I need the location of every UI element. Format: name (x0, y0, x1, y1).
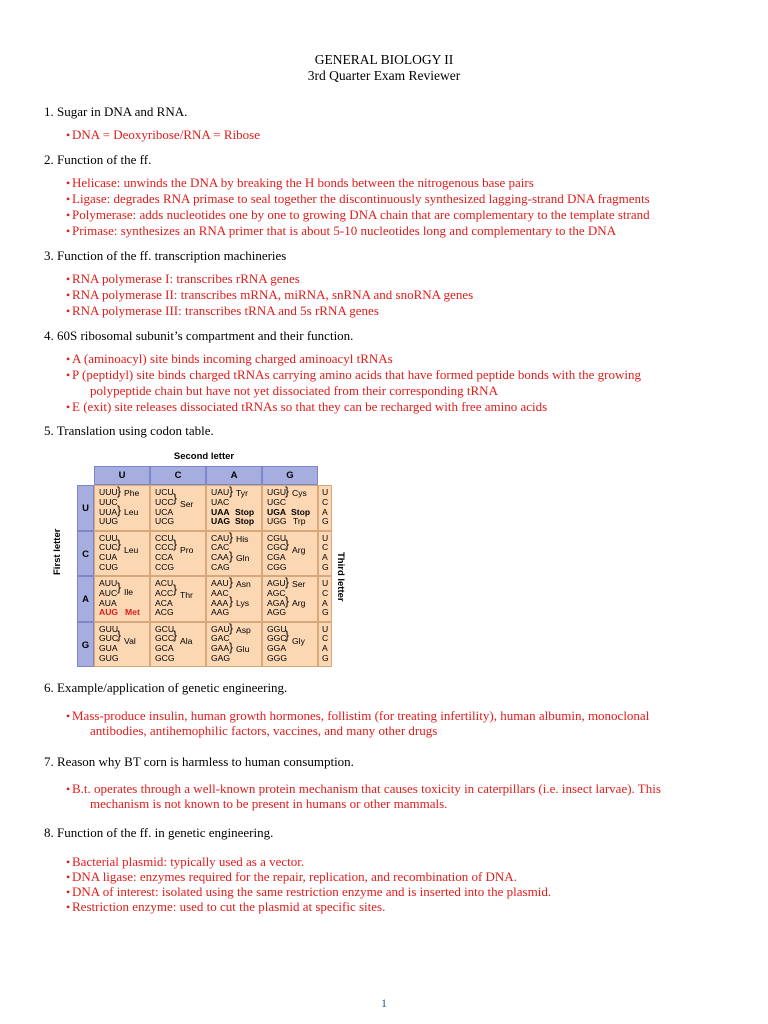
amino-acid: Val (124, 635, 136, 646)
brace-icon: } (229, 594, 234, 608)
codon: CUU (99, 532, 118, 543)
codon-cell (262, 531, 318, 577)
question-7: 7. Reason why BT corn is harmless to human consumption. (44, 754, 354, 769)
brace-icon: } (229, 484, 234, 498)
codon: AAC (211, 587, 229, 598)
codon: UAA (211, 506, 230, 517)
third-letter-column (318, 531, 332, 577)
amino-acid: Arg (292, 598, 306, 608)
codon: CGA (267, 552, 286, 563)
amino-acid: Ala (180, 635, 193, 646)
brace-icon: } (285, 536, 290, 551)
amino-acid-stop: Stop (291, 506, 311, 517)
bullet-icon: • (66, 870, 71, 884)
codon: AGC (267, 587, 286, 598)
second-letter-label: Second letter (173, 451, 235, 462)
bullet-icon: • (66, 352, 71, 366)
codon: UCG (155, 516, 175, 527)
second-letter-header-c: C (150, 466, 206, 485)
third-letter-column (318, 485, 332, 531)
answer-7-1-cont: mechanism is not known to be present in humans or other mammals. (90, 796, 448, 811)
codon: UGC (267, 496, 287, 507)
answer-7-1: B.t. operates through a well-known protein mechanism that causes toxicity in caterpillars (i.e. insect larvae). This (72, 781, 661, 796)
brace-icon: } (173, 582, 178, 596)
codon: GUG (99, 652, 119, 663)
amino-acid: Ile (124, 587, 134, 597)
bullet-icon: • (66, 709, 71, 723)
third-letter-column (318, 622, 332, 668)
codon: CGG (267, 561, 287, 572)
first-letter-header-a: A (77, 576, 94, 622)
amino-acid: Cys (292, 488, 307, 498)
codon-cell (150, 531, 206, 577)
bullet-icon: • (66, 900, 71, 914)
answer-2-4: Primase: synthesizes an RNA primer that is about 5-10 nucleotides long and complementary to the DNA (72, 223, 617, 238)
codon: CAA (211, 552, 229, 563)
answer-8-4: Restriction enzyme: used to cut the plasmid at specific sites. (72, 899, 386, 914)
amino-acid: Leu (124, 507, 139, 517)
codon-cell (262, 622, 318, 668)
third-letter: C (322, 542, 329, 553)
codon-cell (150, 485, 206, 531)
bullet-icon: • (66, 192, 71, 206)
amino-acid-met: Met (125, 607, 140, 618)
answer-8-2: DNA ligase: enzymes required for the repair, replication, and recombination of DNA. (72, 869, 517, 884)
codon: GCG (155, 652, 175, 663)
codon-cell (94, 576, 150, 622)
third-letter: A (322, 643, 328, 654)
brace-icon: } (117, 484, 122, 498)
answer-1-1: DNA = Deoxyribose/RNA = Ribose (72, 127, 260, 142)
amino-acid: Ser (180, 499, 194, 509)
bullet-icon: • (66, 208, 71, 222)
second-letter-header-u: U (94, 466, 150, 485)
codon: AAA (211, 597, 229, 608)
amino-acid: Leu (124, 544, 139, 555)
question-4: 4. 60S ribosomal subunit’s compartment and their function. (44, 328, 354, 343)
brace-icon: } (229, 529, 234, 544)
codon: ACG (155, 607, 174, 618)
brace-icon: } (229, 548, 234, 563)
codon: ACA (155, 597, 173, 608)
amino-acid-stop: Stop (235, 506, 255, 517)
codon: CAU (211, 532, 230, 543)
codon-cell (94, 531, 150, 577)
amino-acid: Phe (124, 488, 140, 498)
third-letter: U (322, 487, 329, 497)
third-letter: U (322, 623, 329, 634)
answer-4-2-cont: polypeptide chain but have not yet dissociated from their corresponding tRNA (90, 383, 498, 398)
bullet-icon: • (66, 782, 71, 796)
amino-acid: Ser (292, 579, 306, 589)
codon-cell (206, 531, 262, 577)
codon: CCU (155, 532, 174, 543)
page-number: 1 (381, 996, 387, 1010)
brace-icon: } (117, 536, 122, 551)
answer-3-2: RNA polymerase II: transcribes mRNA, miRNA, snRNA and snoRNA genes (72, 287, 474, 302)
codon-cell (206, 576, 262, 622)
codon: CCG (155, 561, 175, 572)
brace-icon: } (229, 620, 234, 635)
codon: UCU (155, 487, 174, 497)
codon: GCU (155, 623, 175, 634)
codon: AGG (267, 607, 287, 618)
codon: UAU (211, 487, 230, 497)
amino-acid: Trp (293, 516, 306, 527)
amino-acid: Pro (180, 544, 194, 555)
codon-cell (150, 622, 206, 668)
amino-acid: Lys (236, 598, 250, 608)
bullet-icon: • (66, 400, 71, 414)
first-letter-header-c: C (77, 531, 94, 577)
codon: CAC (211, 542, 230, 553)
codon: CAG (211, 561, 230, 572)
third-letter-label: Third letter (335, 552, 346, 602)
bullet-icon: • (66, 176, 71, 190)
codon: GGU (267, 623, 287, 634)
bullet-icon: • (66, 304, 71, 318)
answer-4-2: P (peptidyl) site binds charged tRNAs carrying amino acids that have formed peptide bonds with the growing (72, 367, 641, 382)
codon: GCC (155, 633, 175, 644)
codon: GGG (267, 652, 288, 663)
third-letter: C (322, 587, 329, 598)
third-letter: G (322, 561, 329, 572)
third-letter: G (322, 516, 329, 527)
brace-icon: } (173, 627, 178, 642)
codon: UUG (99, 516, 119, 527)
brace-icon: } (285, 627, 290, 642)
first-letter-header-u: U (77, 485, 94, 531)
codon: CGC (267, 542, 287, 553)
codon: GGA (267, 643, 287, 654)
bullet-icon: • (66, 128, 71, 142)
codon: CUA (99, 552, 118, 563)
codon: CUC (99, 542, 118, 553)
bullet-icon: • (66, 855, 71, 869)
second-letter-header-g: G (262, 466, 318, 485)
codon: ACU (155, 578, 174, 588)
codon: UCA (155, 506, 174, 517)
codon: GAC (211, 633, 230, 644)
answer-2-2: Ligase: degrades RNA primase to seal together the discontinuously synthesized lagging-strand DNA fragments (72, 191, 650, 206)
third-letter: A (322, 597, 328, 608)
codon: UGA (267, 506, 287, 517)
bullet-icon: • (66, 885, 71, 899)
codon: GUC (99, 633, 119, 644)
codon: GAG (211, 652, 231, 663)
codon: UUC (99, 496, 118, 507)
codon: GCA (155, 643, 174, 654)
bullet-icon: • (66, 272, 71, 286)
question-8: 8. Function of the ff. in genetic engineering. (44, 825, 274, 840)
answer-2-3: Polymerase: adds nucleotides one by one to growing DNA chain that are complementary to the template strand (72, 207, 650, 222)
bullet-icon: • (66, 288, 71, 302)
codon: UAC (211, 496, 230, 507)
codon: GUU (99, 623, 119, 634)
codon: AUU (99, 578, 118, 588)
brace-icon: } (173, 536, 178, 551)
codon: AGA (267, 597, 286, 608)
answer-8-1: Bacterial plasmid: typically used as a vector. (72, 854, 305, 869)
third-letter: C (322, 633, 329, 644)
codon-cell (150, 576, 206, 622)
codon: AUG (99, 607, 119, 618)
answer-6-1-cont: antibodies, antihemophilic factors, vaccines, and many other drugs (90, 723, 438, 738)
third-letter: A (322, 552, 328, 563)
answer-4-1: A (aminoacyl) site binds incoming charged aminoacyl tRNAs (72, 351, 393, 366)
codon: UCC (155, 496, 174, 507)
question-5: 5. Translation using codon table. (44, 423, 214, 438)
codon: GAA (211, 643, 230, 654)
third-letter: U (322, 532, 329, 543)
codon: UGU (267, 487, 287, 497)
answer-3-1: RNA polymerase I: transcribes rRNA genes (72, 271, 300, 286)
amino-acid: Arg (292, 544, 306, 555)
codon-cell (206, 622, 262, 668)
third-letter: A (322, 506, 328, 517)
codon: CUG (99, 561, 119, 572)
answer-6-1: Mass-produce insulin, human growth hormones, follistim (for treating infertility), human albumin, monoclonal (72, 708, 650, 723)
amino-acid: Tyr (236, 488, 248, 498)
codon-cell (206, 485, 262, 531)
codon: GUA (99, 643, 118, 654)
codon: UAG (211, 516, 231, 527)
answer-3-3: RNA polymerase III: transcribes tRNA and 5s rRNA genes (72, 303, 379, 318)
brace-icon: } (229, 575, 234, 589)
codon: UUA (99, 506, 118, 517)
codon: CCC (155, 542, 174, 553)
third-letter-column (318, 576, 332, 622)
question-1: 1. Sugar in DNA and RNA. (44, 104, 188, 119)
codon: ACC (155, 587, 174, 598)
amino-acid: Asn (236, 579, 251, 589)
brace-icon: } (285, 594, 290, 608)
codon-cell (94, 622, 150, 668)
codon-cell (94, 485, 150, 531)
second-letter-header-a: A (206, 466, 262, 485)
document-title: GENERAL BIOLOGY II (314, 52, 454, 67)
amino-acid: Asp (236, 624, 251, 635)
answer-8-3: DNA of interest: isolated using the same restriction enzyme and is inserted into the plasmid. (72, 884, 552, 899)
codon: CGU (267, 532, 287, 543)
bullet-icon: • (66, 368, 71, 382)
codon-table (62, 448, 350, 668)
third-letter: G (322, 652, 329, 663)
amino-acid: Gly (292, 635, 305, 646)
brace-icon: } (285, 575, 290, 589)
brace-icon: } (117, 503, 122, 517)
bullet-icon: • (66, 224, 71, 238)
brace-icon: } (117, 627, 122, 642)
amino-acid: His (236, 533, 249, 544)
codon-cell (262, 485, 318, 531)
question-6: 6. Example/application of genetic engineering. (44, 680, 288, 695)
codon: AGU (267, 578, 286, 588)
third-letter: C (322, 496, 329, 507)
codon: GGC (267, 633, 287, 644)
brace-icon: } (285, 484, 290, 498)
third-letter: G (322, 607, 329, 618)
codon: CCA (155, 552, 174, 563)
amino-acid: Thr (180, 590, 193, 600)
first-letter-header-g: G (77, 622, 94, 668)
amino-acid-stop: Stop (235, 516, 255, 527)
codon: GAU (211, 623, 230, 634)
question-2: 2. Function of the ff. (44, 152, 152, 167)
brace-icon: } (173, 491, 178, 505)
answer-2-1: Helicase: unwinds the DNA by breaking the H bonds between the nitrogenous base pairs (72, 175, 534, 190)
brace-icon: } (117, 580, 122, 594)
codon: AUA (99, 597, 117, 608)
codon-cell (262, 576, 318, 622)
codon: AAU (211, 578, 229, 588)
codon: AUC (99, 587, 118, 598)
brace-icon: } (229, 639, 234, 654)
answer-4-3: E (exit) site releases dissociated tRNAs so that they can be recharged with free amino acids (72, 399, 548, 414)
question-3: 3. Function of the ff. transcription machineries (44, 248, 287, 263)
third-letter: U (322, 578, 329, 588)
codon: UUU (99, 487, 118, 497)
first-letter-label: First letter (52, 528, 63, 575)
document-subtitle: 3rd Quarter Exam Reviewer (307, 68, 461, 83)
amino-acid: Gln (236, 552, 250, 563)
amino-acid: Glu (236, 643, 250, 654)
codon: AAG (211, 607, 230, 618)
codon: UGG (267, 516, 287, 527)
